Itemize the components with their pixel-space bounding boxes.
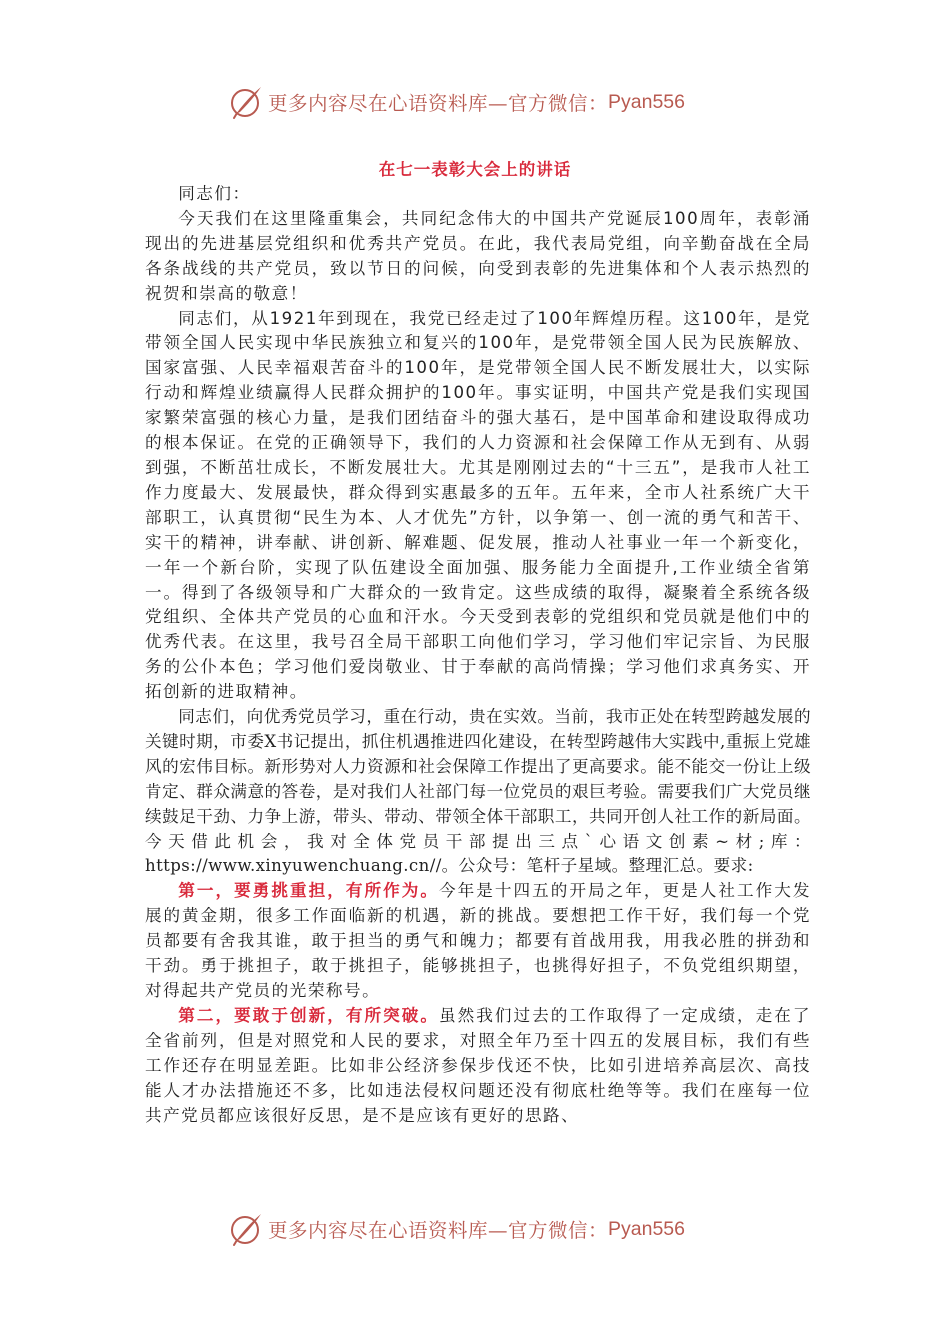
point-two-heading: 第二，要敢于创新，有所突破。	[178, 1005, 439, 1025]
banner-wechat-id: Pyan556	[608, 1217, 685, 1240]
quill-logo-icon	[228, 1211, 264, 1247]
banner-text: 更多内容尽在心语资料库—官方微信：	[268, 92, 609, 115]
point-one-heading: 第一，要勇挑重担，有所作为。	[178, 881, 439, 901]
banner-text: 更多内容尽在心语资料库—官方微信：	[268, 1219, 609, 1242]
document-body	[145, 182, 811, 1128]
quill-logo-icon	[228, 84, 264, 120]
paragraph-1: 今天我们在这里隆重集会，共同纪念伟大的中国共产党诞辰100周年，表彰涌现出的先进基层党组织和优秀共产党员。在此，我代表局党组，向辛勤奋战在全局各条战线的共产党员，致以节日的问候，向受到表彰的先进集体和个人表示热烈的祝贺和崇高的敬意！	[145, 208, 811, 303]
paragraph-4	[145, 879, 811, 1004]
salutation: 同志们：	[178, 184, 251, 203]
banner-wechat-id: Pyan556	[608, 90, 685, 113]
point-two-text: 虽然我们过去的工作取得了一定成绩，走在了全省前列，但是对照党和人民的要求，对照全年乃至十四五的发展目标，我们有些工作还存在明显差距。比如非公经济参保步伐还不快，比如引进培养高层次、高技能人才办法措施还不多，比如违法侵权问题还没有彻底杜绝等等。我们在座每一位共产党员都应该很好反思，是不是应该有更好的思路、	[145, 1005, 812, 1125]
paragraph-3: 同志们，向优秀党员学习，重在行动，贵在实效。当前，我市正处在转型跨越发展的关键时期，市委X书记提出，抓住机遇推进四化建设，在转型跨越伟大实践中,重振上党雄风的宏伟目标。新形势对人力资源和社会保障工作提出了更高要求。能不能交一份让上级肯定、群众满意的答卷，是对我们人社部门每一位党员的艰巨考验。需要我们广大党员继续鼓足干劲、力争上游，带头、带动、带领全体干部职工，共同开创人社工作的新局面。今天借此机会，我对全体党员干部提出三点`心语文创素~材;库：https://www.xinyuwenchuang.cn//。公众号：笔杆子星域。整理汇总。要求:	[145, 707, 811, 876]
paragraph-2: 同志们，从1921年到现在，我党已经走过了100年辉煌历程。这100年，是党带领全国人民实现中华民族独立和复兴的100年，是党带领全国人民为民族解放、国家富强、人民幸福艰苦奋斗的100年，是党带领全国人民不断发展壮大，以实际行动和辉煌业绩赢得人民群众拥护的100年。事实证明，中国共产党是我们实现国家繁荣富强的核心力量，是我们团结奋斗的强大基石，是中国革命和建设取得成功的根本保证。在党的正确领导下，我们的人力资源和社会保障工作从无到有、从弱到强，不断茁壮成长，不断发展壮大。尤其是刚刚过去的“十三五”，是我市人社工作力度最大、发展最快，群众得到实惠最多的五年。五年来，全市人社系统广大干部职工，认真贯彻“民生为本、人才优先”方针，以争第一、创一流的勇气和苦干、实干的精神，讲奉献、讲创新、解难题、促发展，推动人社事业一年一个新变化，一年一个新台阶，实现了队伍建设全面加强、服务能力全面提升,工作业绩全省第一。得到了各级领导和广大群众的一致肯定。这些成绩的取得，凝聚着全系统各级党组织、全体共产党员的心血和汗水。今天受到表彰的党组织和党员就是他们中的优秀代表。在这里，我号召全局干部职工向他们学习，学习他们牢记宗旨、为民服务的公仆本色；学习他们爱岗敬业、甘于奉献的高尚情操；学习他们求真务实、开拓创新的进取精神。	[145, 308, 811, 702]
paragraph-5	[145, 1004, 811, 1129]
footer-banner	[228, 1209, 748, 1249]
point-one-text: 今年是十四五的开局之年，更是人社工作大发展的黄金期，很多工作面临新的机遇，新的挑战。要想把工作干好，我们每一个党员都要有舍我其谁，敢于担当的勇气和魄力；都要有首战用我，用我必胜的拼劲和干劲。勇于挑担子，敢于挑担子，能够挑担子，也挑得好担子，不负党组织期望，对得起共产党员的光荣称号。	[145, 881, 812, 1000]
document-title: 在七一表彰大会上的讲话	[378, 160, 572, 179]
header-banner	[228, 82, 748, 122]
